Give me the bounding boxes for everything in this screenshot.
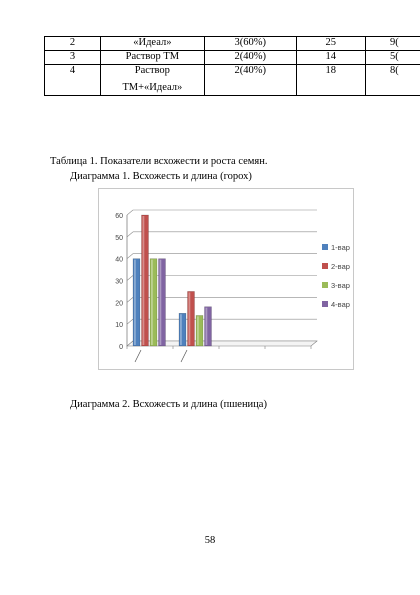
legend-swatch — [322, 244, 328, 250]
table-cell-last: 8( — [365, 65, 420, 96]
table-cell-num: 2 — [45, 37, 101, 51]
diagram2-caption: Диаграмма 2. Всхожесть и длина (пшеница) — [70, 399, 267, 410]
legend-label: 2-вар — [331, 262, 350, 271]
table-cell-germ: 3(60%) — [204, 37, 296, 51]
y-tick-label: 0 — [119, 344, 123, 351]
legend-swatch — [322, 282, 328, 288]
y-tick-label: 20 — [115, 300, 123, 308]
y-tick-label: 30 — [115, 278, 123, 286]
variant-name-line2: ТМ+«Идеал» — [122, 82, 183, 93]
variant-name: Раствор ТМ — [125, 51, 180, 62]
table-row — [45, 65, 420, 96]
bar-highlight — [143, 216, 145, 345]
grid-line-side — [127, 232, 133, 237]
x-tick-label-mark — [181, 350, 187, 362]
table-cell-len: 25 — [296, 37, 365, 51]
y-tick-label: 60 — [115, 213, 123, 220]
x-tick-label-mark — [135, 350, 141, 362]
variant-name: Раствор — [134, 65, 170, 76]
y-tick-label: 50 — [115, 234, 123, 242]
data-table — [44, 36, 420, 96]
table-cell-len: 14 — [296, 51, 365, 65]
legend-label: 4-вар — [331, 300, 350, 309]
table-cell-name — [101, 51, 205, 65]
table-cell-germ: 2(40%) — [204, 65, 296, 96]
table-cell-name — [101, 37, 205, 51]
legend-label: 3-вар — [331, 281, 350, 290]
table-row — [45, 51, 420, 65]
bar-highlight — [189, 292, 191, 345]
table-cell-last: 9( — [365, 37, 420, 51]
grid-line-side — [127, 254, 133, 259]
bar-highlight — [151, 260, 153, 345]
variant-name: «Идеал» — [133, 37, 172, 48]
bar-chart — [99, 189, 353, 369]
bar-highlight — [197, 316, 199, 345]
table-cell-num: 3 — [45, 51, 101, 65]
legend-swatch — [322, 263, 328, 269]
table-caption: Таблица 1. Показатели всхожести и роста семян. — [50, 156, 268, 167]
bar-highlight — [180, 314, 182, 345]
table-cell-len: 18 — [296, 65, 365, 96]
page-number: 58 — [204, 535, 216, 546]
y-tick-label: 40 — [115, 256, 123, 264]
y-tick-label: 10 — [115, 322, 123, 330]
bar-highlight — [160, 260, 162, 345]
legend-swatch — [322, 301, 328, 307]
bar-highlight — [206, 308, 208, 345]
bar-highlight — [134, 260, 136, 345]
grid-line-side — [127, 210, 133, 215]
grid-line-side — [127, 319, 133, 324]
chart-frame — [98, 188, 354, 370]
table-cell-last: 5( — [365, 51, 420, 65]
table-row — [45, 37, 420, 51]
grid-line-side — [127, 297, 133, 302]
table-cell-num: 4 — [45, 65, 101, 96]
diagram1-caption: Диаграмма 1. Всхожесть и длина (горох) — [70, 171, 252, 182]
legend-label: 1-вар — [331, 243, 350, 252]
table-cell-name — [101, 65, 205, 96]
table-cell-germ: 2(40%) — [204, 51, 296, 65]
grid-line-side — [127, 276, 133, 281]
